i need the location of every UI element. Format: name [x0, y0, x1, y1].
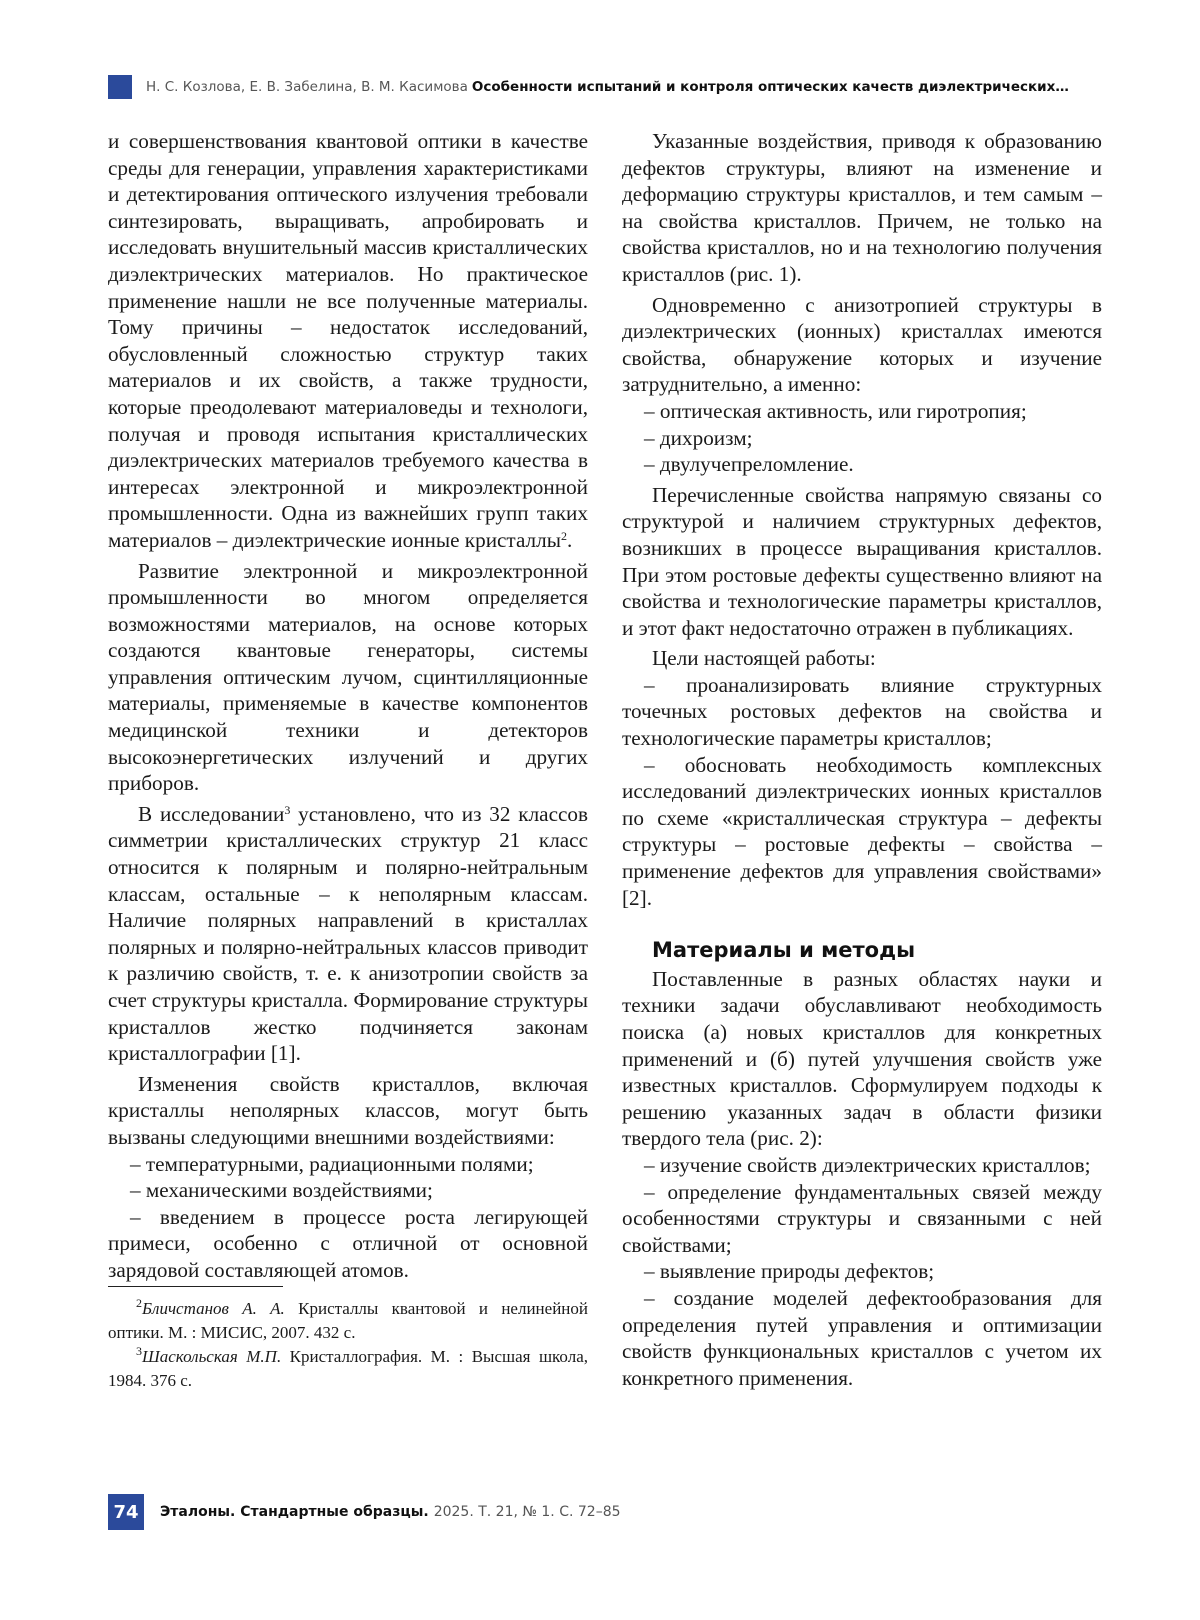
list-item: – обосновать необходимость комплексных исследований диэлектрических ионных кристаллов по схеме «кристаллическая структура – дефекты структуры – ростовые дефекты – свойства – применение дефектов для управления свойствами» [2].	[622, 752, 1102, 910]
list-item: – изучение свойств диэлектрических кристаллов;	[644, 1152, 1091, 1177]
right-paragraph-2: Одновременно с анизотропией структуры в диэлектрических (ионных) кристаллах имеются свойства, обнаружение которых и изучение затруднительно, а именно:	[622, 292, 1102, 397]
header-article-title: Особенности испытаний и контроля оптических качеств диэлектрических…	[471, 79, 1069, 95]
right-paragraph-1: Указанные воздействия, приводя к образованию дефектов структуры, влияют на изменение и деформацию структуры кристаллов, и тем самым – на свойства кристаллов. Причем, не только на свойства кристаллов, но и на технологию получения кристаллов (рис. 1).	[622, 129, 1102, 286]
right-column	[622, 128, 1102, 1391]
footnote-divider	[108, 1286, 283, 1287]
list-item: – введением в процессе роста легирующей примеси, особенно с отличной от основной зарядовой составляющей атомов.	[108, 1204, 588, 1282]
list-item: – оптическая активность, или гиротропия;	[644, 398, 1027, 423]
footnote-ref-3[interactable]: 3	[284, 802, 291, 817]
journal-citation: 2025. Т. 21, № 1. С. 72–85	[433, 1504, 621, 1520]
left-paragraph-2: Развитие электронной и микроэлектронной промышленности во многом определяется возможностями материалов, на основе которых создаются квантовые генераторы, системы управления оптическим лучом, сцинтилляционные материалы, применяемые в качестве компонентов медицинской техники и детекторов высокоэнергетических излучений и других приборов.	[108, 558, 588, 796]
list-item: – температурными, радиационными полями;	[130, 1151, 534, 1176]
right-paragraph-3: Перечисленные свойства напрямую связаны со структурой и наличием структурных дефектов, возникших в процессе выращивания кристаллов. При этом ростовые дефекты существенно влияют на свойства и технологические параметры кристаллов, и этот факт недостаточно отражен в публикациях.	[622, 482, 1102, 640]
footnote-ref-2[interactable]: 2	[560, 528, 567, 543]
list-item: – определение фундаментальных связей между особенностями структуры и связанными с ней свойствами;	[622, 1179, 1102, 1257]
footnote-3: $^3$Шаскольская М.П. Кристаллография. М. : Высшая школа, 1984. 376 с.	[108, 1343, 588, 1390]
page-number: 74	[108, 1494, 144, 1530]
left-paragraph-3: В исследовании$^3$ установлено, что из 32 классов симметрии кристаллических структур 21 класс относится к полярным и полярно-нейтральным классам, остальные – к неполярным классам. Наличие полярных направлений в кристаллах полярных и полярно-нейтральных классов приводит к различию свойств, т. е. к анизотропии свойств за счет структуры кристалла. Формирование структуры кристаллов жестко подчиняется законам кристаллографии [1].	[108, 801, 588, 1066]
section-heading: Материалы и методы	[652, 938, 916, 963]
list-item: – проанализировать влияние структурных точечных ростовых дефектов на свойства и технологические параметры кристаллов;	[622, 672, 1102, 751]
list-item: – механическими воздействиями;	[130, 1178, 433, 1203]
list-item: – двулучепреломление.	[644, 452, 854, 477]
header-accent-square	[108, 75, 132, 99]
running-header	[108, 74, 1108, 100]
journal-name: Эталоны. Стандартные образцы.	[160, 1504, 429, 1520]
footnote-2: $^2$Бличстанов А. А. Кристаллы квантовой и нелинейной оптики. М. : МИСИС, 2007. 432 с.	[108, 1295, 588, 1342]
list-item: – выявление природы дефектов;	[644, 1259, 935, 1284]
page-footer	[108, 1494, 621, 1530]
list-item: – создание моделей дефектообразования для определения путей управления и оптимизации свойств функциональных кристаллов с учетом их конкретного применения.	[622, 1285, 1102, 1390]
list-item: – дихроизм;	[644, 425, 753, 450]
left-column	[108, 128, 588, 1393]
left-paragraph-4: Изменения свойств кристаллов, включая кристаллы неполярных классов, могут быть вызваны следующими внешними воздействиями:	[108, 1071, 588, 1149]
left-paragraph-1: и совершенствования квантовой оптики в качестве среды для генерации, управления характеристиками и детектирования оптического излучения требовали синтезировать, выращивать, апробировать и исследовать внушительный массив кристаллических диэлектрических материалов. Но практическое применение нашли не все полученные материалы. Тому причины – недостаток исследований, обусловленный сложностью структур таких материалов и их свойств, а также трудности, которые преодолевают материаловеды и технологи, получая и проводя испытания кристаллических диэлектрических материалов требуемого качества в интересах электронной и микроэлектронной промышленности. Одна из важнейших групп таких материалов – диэлектрические ионные кристаллы$^2$.	[108, 129, 588, 552]
header-authors: Н. С. Козлова, Е. В. Забелина, В. М. Касимова	[146, 79, 468, 95]
right-paragraph-5: Поставленные в разных областях науки и техники задачи обуславливают необходимость поиска (а) новых кристаллов для конкретных применений и (б) путей улучшения свойств уже известных кристаллов. Сформулируем подходы к решению указанных задач в области физики твердого тела (рис. 2):	[622, 966, 1102, 1151]
right-paragraph-4: Цели настоящей работы:	[652, 646, 876, 671]
